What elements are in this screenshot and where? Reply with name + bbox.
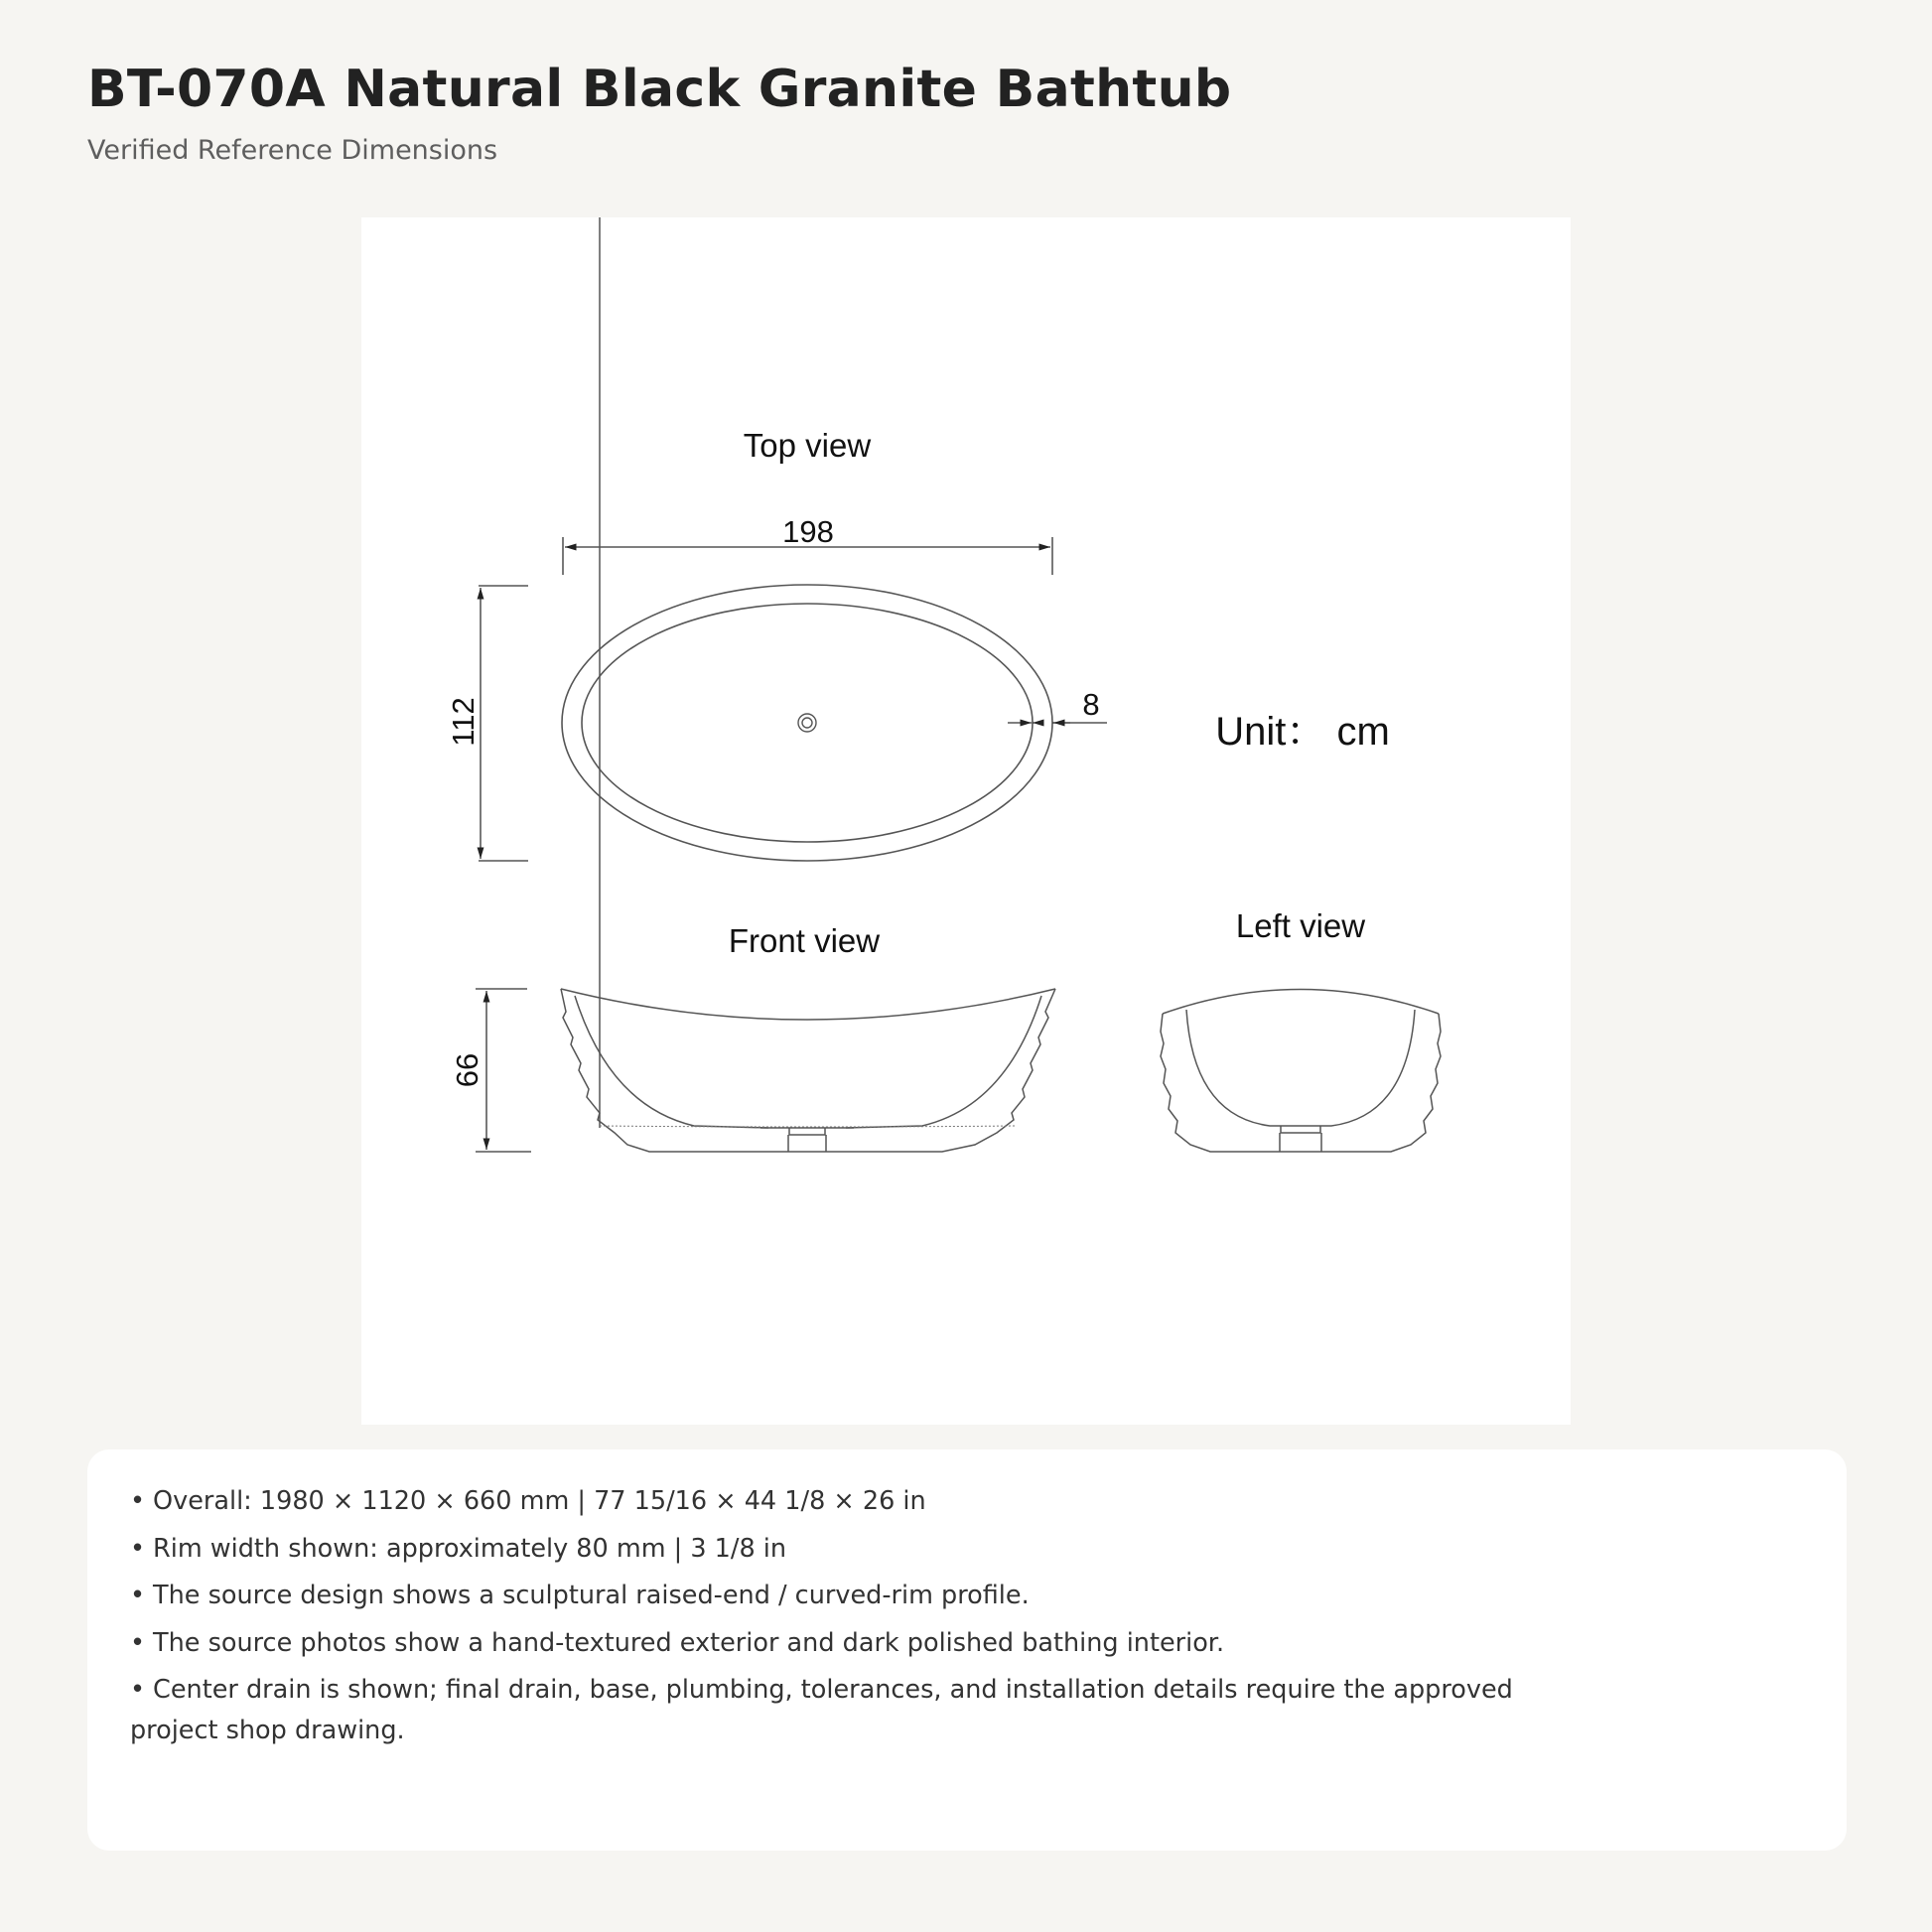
front-view-label: Front view	[728, 922, 881, 959]
top-view-tub-outline	[562, 585, 1052, 861]
specification-notes-list	[130, 1481, 1540, 1758]
page-title: BT-070A Natural Black Granite Bathtub	[87, 60, 1232, 119]
bullet-icon: •	[130, 1627, 146, 1658]
note-overall-dimensions	[130, 1481, 1540, 1522]
unit-label: Unit： cm	[1215, 710, 1390, 754]
left-view-label: Left view	[1235, 907, 1366, 944]
note-rim-width	[130, 1529, 1540, 1570]
note-design-profile	[130, 1576, 1540, 1616]
left-view-tub-outline	[1161, 990, 1441, 1153]
dim-width-112: 112	[446, 697, 481, 747]
top-view-label: Top view	[743, 427, 872, 464]
dim-length-198: 198	[782, 514, 834, 549]
note-text: Overall: 1980 × 1120 × 660 mm | 77 15/16 × 44 1/8 × 26 in	[153, 1486, 926, 1516]
bullet-icon: •	[130, 1581, 146, 1610]
note-text: Center drain is shown; final drain, base, plumbing, tolerances, and installation details require the approved project shop drawing.	[130, 1675, 1513, 1745]
bullet-icon: •	[130, 1486, 146, 1516]
front-view-tub-outline	[561, 217, 1055, 1152]
note-drain-installation	[130, 1670, 1540, 1751]
bullet-icon: •	[130, 1533, 146, 1564]
dim-height-66: 66	[450, 1052, 484, 1088]
dim-rim-8: 8	[1082, 687, 1100, 722]
specification-notes-card	[87, 1449, 1847, 1851]
top-view-width-dimension	[479, 586, 528, 861]
note-text: The source design shows a sculptural raised-end / curved-rim profile.	[153, 1581, 1030, 1610]
page-subtitle: Verified Reference Dimensions	[87, 135, 498, 166]
drain-icon	[798, 714, 816, 732]
note-finish	[130, 1623, 1540, 1664]
dimension-drawing	[361, 217, 1571, 1425]
front-view-inner-base-line	[600, 1126, 1017, 1127]
bullet-icon: •	[130, 1675, 146, 1705]
note-text: The source photos show a hand-textured exterior and dark polished bathing interior.	[153, 1627, 1225, 1658]
dimension-drawing-panel	[361, 217, 1571, 1425]
note-text: Rim width shown: approximately 80 mm | 3 1/8 in	[153, 1533, 787, 1564]
